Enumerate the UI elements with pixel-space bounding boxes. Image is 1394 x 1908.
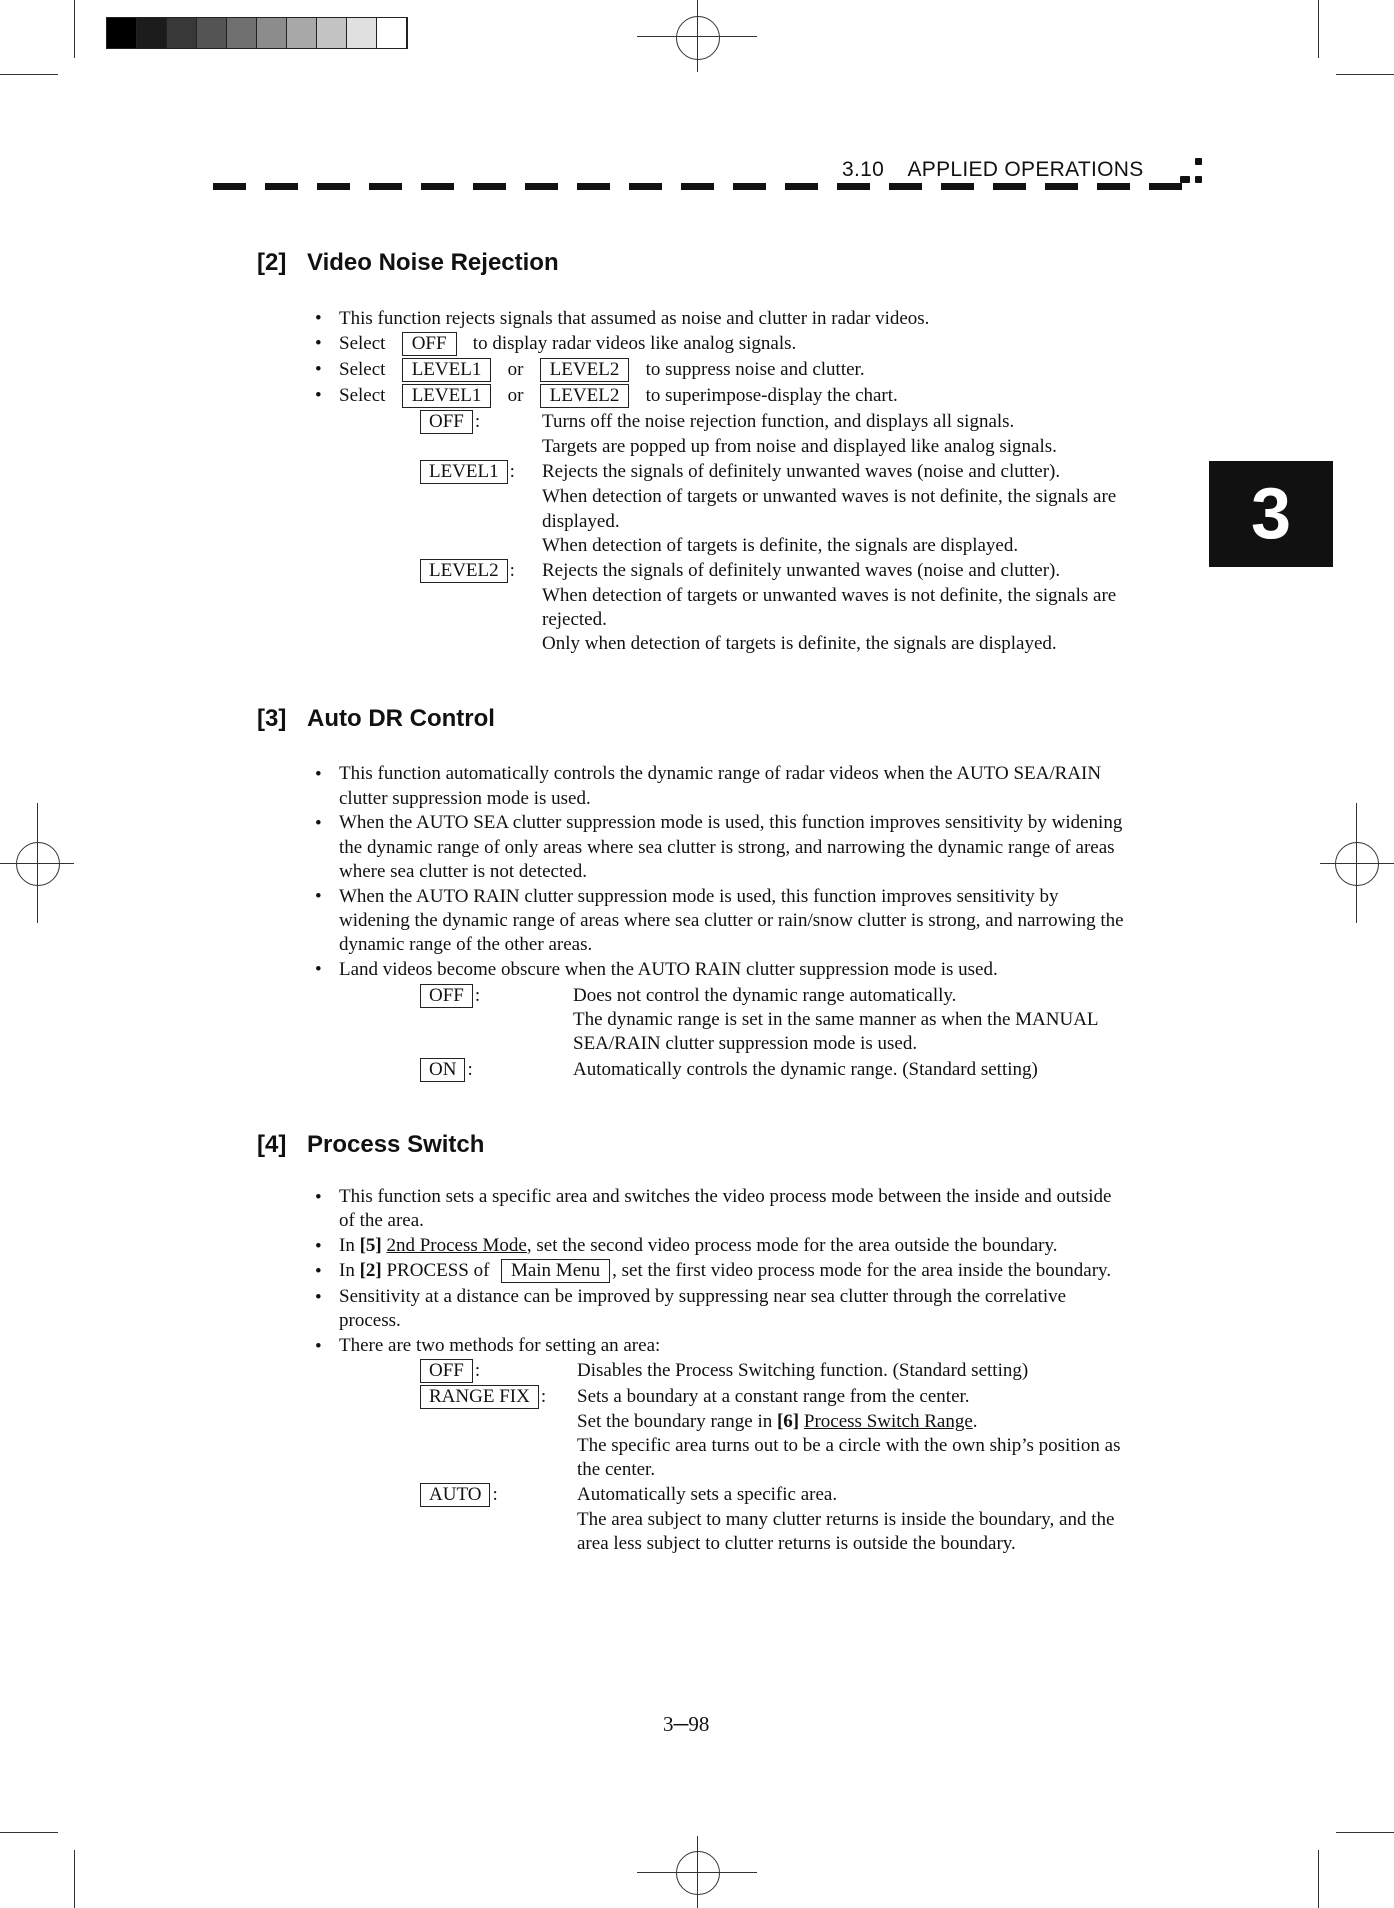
option-key: RANGE FIX : <box>418 1385 546 1409</box>
crop-mark <box>0 1832 58 1833</box>
text: , set the second video process mode for the area outside the boundary. <box>526 1235 1058 1256</box>
option-description: Automatically sets a specific area. <box>577 1484 838 1505</box>
option-key: LEVEL1 : <box>418 460 515 484</box>
header-section-number: 3.10 <box>842 158 885 181</box>
off-key-box: OFF <box>420 984 473 1008</box>
registration-circle <box>676 1851 720 1895</box>
level2-key-box: LEVEL2 <box>420 559 508 583</box>
paragraph-line: This function automatically controls the dynamic range of radar videos when the AUTO SEA/RAIN <box>339 763 1102 784</box>
paragraph-line <box>339 1234 1057 1258</box>
option-description: When detection of targets or unwanted waves is not definite, the signals are <box>542 585 1117 606</box>
option-key: OFF : <box>418 1359 480 1383</box>
bullet: • <box>315 333 322 354</box>
paragraph-line: This function rejects signals that assumed as noise and clutter in radar videos. <box>339 308 930 329</box>
header-dot <box>1195 176 1202 183</box>
crop-mark <box>74 0 75 58</box>
running-header <box>842 158 1144 182</box>
paragraph-line: There are two methods for setting an area: <box>339 1335 661 1356</box>
paragraph-line: When the AUTO SEA clutter suppression mode is used, this function improves sensitivity by widening <box>339 812 1123 833</box>
option-key: LEVEL2 : <box>418 559 515 583</box>
registration-circle <box>1335 842 1379 886</box>
crop-mark <box>1318 1850 1319 1908</box>
level2-key-box: LEVEL2 <box>540 384 630 408</box>
text: to suppress noise and clutter. <box>645 359 865 380</box>
bullet: • <box>315 886 322 907</box>
text: Select <box>339 359 386 380</box>
text: Set the boundary range in <box>577 1411 773 1432</box>
paragraph-line <box>339 358 865 382</box>
text: PROCESS of <box>386 1260 490 1281</box>
section-reference: [2] <box>359 1260 382 1281</box>
chapter-tab: 3 <box>1209 461 1333 567</box>
bullet: • <box>315 959 322 980</box>
option-description: Disables the Process Switching function. (Standard setting) <box>577 1360 1029 1381</box>
option-key: ON : <box>418 1058 473 1082</box>
menu-item-reference: 2nd Process Mode <box>386 1235 527 1256</box>
crop-mark <box>1336 74 1394 75</box>
registration-circle <box>16 842 60 886</box>
section-heading-process-switch <box>257 1131 484 1159</box>
paragraph-line <box>339 332 796 356</box>
bullet: • <box>315 308 322 329</box>
bullet: • <box>315 359 322 380</box>
paragraph-line: where sea clutter is not detected. <box>339 861 587 882</box>
option-description: Turns off the noise rejection function, and displays all signals. <box>542 411 1015 432</box>
paragraph-line: When the AUTO RAIN clutter suppression mode is used, this function improves sensitivity by <box>339 886 1059 907</box>
header-title: APPLIED OPERATIONS <box>907 158 1144 181</box>
paragraph-line: dynamic range of the other areas. <box>339 934 593 955</box>
bullet: • <box>315 1187 322 1208</box>
paragraph-line: clutter suppression mode is used. <box>339 788 591 809</box>
bullet: • <box>315 813 322 834</box>
bullet: • <box>315 764 322 785</box>
header-dashed-rule <box>213 183 1201 190</box>
text: In <box>339 1260 355 1281</box>
crop-mark <box>74 1850 75 1908</box>
option-description: rejected. <box>542 609 607 630</box>
section-heading-auto-dr-control <box>257 705 495 733</box>
option-description: the center. <box>577 1459 656 1480</box>
text: to display radar videos like analog signals. <box>472 333 797 354</box>
paragraph-line: This function sets a specific area and switches the video process mode between the inside and outside <box>339 1186 1112 1207</box>
paragraph-line: the dynamic range of only areas where sea clutter is strong, and narrowing the dynamic range of areas <box>339 837 1115 858</box>
text: Select <box>339 385 386 406</box>
option-key: OFF : <box>418 410 480 434</box>
grayscale-calibration-bar <box>106 17 408 49</box>
level1-key-box: LEVEL1 <box>402 358 492 382</box>
option-description: Rejects the signals of definitely unwanted waves (noise and clutter). <box>542 560 1061 581</box>
level1-key-box: LEVEL1 <box>402 384 492 408</box>
section-reference: [6] <box>776 1411 800 1432</box>
crop-mark <box>1318 0 1319 58</box>
section-number: [3] <box>257 705 287 732</box>
text: to superimpose-display the chart. <box>645 385 898 406</box>
option-description: The area subject to many clutter returns is inside the boundary, and the <box>577 1509 1115 1530</box>
paragraph-line: widening the dynamic range of areas where sea clutter or rain/snow clutter is strong, and narrowing the <box>339 910 1124 931</box>
option-description: When detection of targets is definite, the signals are displayed. <box>542 535 1019 556</box>
text: or <box>507 385 524 406</box>
off-key-box: OFF <box>420 410 473 434</box>
menu-item-reference: Process Switch Range <box>803 1411 973 1432</box>
section-reference: [5] <box>359 1235 382 1256</box>
option-description: area less subject to clutter returns is outside the boundary. <box>577 1533 1016 1554</box>
main-menu-key-box: Main Menu <box>501 1259 610 1283</box>
section-title: Process Switch <box>307 1131 485 1158</box>
paragraph-line: Sensitivity at a distance can be improved by suppressing near sea clutter through the correlative <box>339 1286 1067 1307</box>
crop-mark <box>0 74 58 75</box>
crop-mark <box>1336 1832 1394 1833</box>
range-fix-key-box: RANGE FIX <box>420 1385 539 1409</box>
bullet: • <box>315 1336 322 1357</box>
level2-key-box: LEVEL2 <box>540 358 630 382</box>
section-title: Auto DR Control <box>307 705 495 732</box>
text: In <box>339 1235 355 1256</box>
paragraph-line: of the area. <box>339 1210 424 1231</box>
text: or <box>507 359 524 380</box>
option-description: SEA/RAIN clutter suppression mode is used. <box>573 1033 918 1054</box>
option-description: The dynamic range is set in the same manner as when the MANUAL <box>573 1009 1099 1030</box>
section-number: [4] <box>257 1131 287 1158</box>
option-key: AUTO : <box>418 1483 498 1507</box>
header-dot <box>1180 176 1190 183</box>
option-description: Targets are popped up from noise and displayed like analog signals. <box>542 436 1057 457</box>
option-description: Set the boundary range in [6] Process Switch Range. <box>577 1411 978 1432</box>
auto-key-box: AUTO <box>420 1483 490 1507</box>
option-description: Rejects the signals of definitely unwanted waves (noise and clutter). <box>542 461 1061 482</box>
section-title: Video Noise Rejection <box>307 249 559 276</box>
option-description: displayed. <box>542 511 620 532</box>
header-dot <box>1195 158 1202 165</box>
section-number: [2] <box>257 249 287 276</box>
text: Select <box>339 333 386 354</box>
text: , set the first video process mode for the area inside the boundary. <box>612 1260 1112 1281</box>
option-description: Automatically controls the dynamic range. (Standard setting) <box>573 1059 1038 1080</box>
bullet: • <box>315 385 322 406</box>
option-description: Does not control the dynamic range automatically. <box>573 985 957 1006</box>
off-key-box: OFF <box>420 1359 473 1383</box>
level1-key-box: LEVEL1 <box>420 460 508 484</box>
section-heading-video-noise-rejection <box>257 249 559 277</box>
option-description: Sets a boundary at a constant range from the center. <box>577 1386 970 1407</box>
paragraph-line <box>339 1259 1111 1283</box>
off-key-box: OFF <box>402 332 457 356</box>
paragraph-line: process. <box>339 1310 401 1331</box>
on-key-box: ON <box>420 1058 465 1082</box>
paragraph-line: Land videos become obscure when the AUTO RAIN clutter suppression mode is used. <box>339 959 998 980</box>
bullet: • <box>315 1287 322 1308</box>
registration-circle <box>676 16 720 60</box>
option-description: Only when detection of targets is definite, the signals are displayed. <box>542 633 1057 654</box>
option-key: OFF : <box>418 984 480 1008</box>
page-number: 3─98 <box>663 1712 710 1736</box>
bullet: • <box>315 1261 322 1282</box>
option-description: When detection of targets or unwanted waves is not definite, the signals are <box>542 486 1117 507</box>
option-description: The specific area turns out to be a circle with the own ship’s position as <box>577 1435 1121 1456</box>
bullet: • <box>315 1236 322 1257</box>
paragraph-line <box>339 384 898 408</box>
